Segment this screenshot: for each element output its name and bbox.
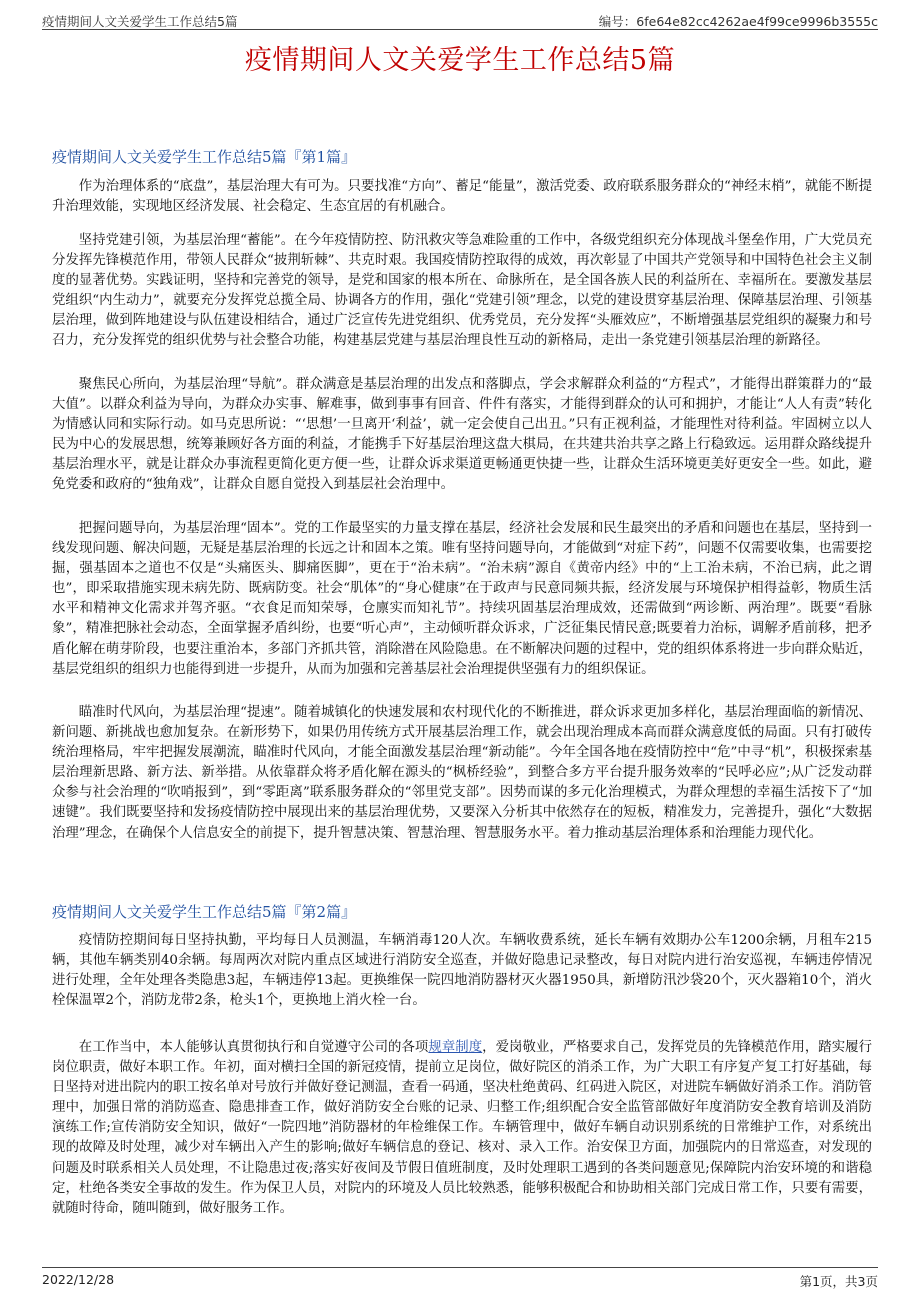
- paragraph-text: 在工作当中，本人能够认真贯彻执行和自觉遵守公司的各项: [78, 1040, 429, 1055]
- header-doc-number: 编号：6fe64e82cc4262ae4f99ce9996b3555c: [598, 14, 878, 29]
- section1-paragraph-5: 瞄准时代风向，为基层治理“提速”。随着城镇化的快速发展和农村现代化的不断推进，群众诉求更加多样化，基层治理面临的新情况、新问题、新挑战也愈加复杂。在新形势下，如果仍用传统方式开展基层治理工作，就会出现治理成本高而群众满意度低的局面。只有打破传统治理格局，牢牢把握发展潮流，瞄准时代风向，才能全面激发基层治理“新动能”。今年全国各地在疫情防控中“危”中寻“机”，积极探索基层治理新思路、新方法、新举措。从依靠群众将矛盾化解在源头的“枫桥经验”，到整合多方平台提升服务效率的“民呼必应”;从广泛发动群众参与社会治理的“吹哨报到”，到“零距离”联系服务群众的“邻里党支部”。因势而谋的多元化治理模式，为群众理想的幸福生活按下了“加速键”。我们既要坚持和发扬疫情防控中展现出来的基层治理优势，又要深入分析其中依然存在的短板，精准发力，完善提升，强化“大数据治理”理念，在确保个人信息安全的前提下，提升智慧决策、智慧治理、智慧服务水平。着力推动基层治理体系和治理能力现代化。: [52, 705, 872, 841]
- rules-link[interactable]: 规章制度: [428, 1040, 483, 1055]
- section2-paragraph-2: [52, 1038, 872, 1219]
- header-doc-name: 疫情期间人文关爱学生工作总结5篇: [42, 14, 238, 29]
- document-title: 疫情期间人文关爱学生工作总结5篇: [244, 45, 676, 76]
- section-heading-2: 疫情期间人文关爱学生工作总结5篇『第2篇』: [52, 903, 357, 921]
- footer-date: 2022/12/28: [42, 1272, 115, 1287]
- section-heading-1: 疫情期间人文关爱学生工作总结5篇『第1篇』: [52, 148, 357, 166]
- page-header: [42, 9, 878, 30]
- section1-paragraph-3: 聚焦民心所向，为基层治理“导航”。群众满意是基层治理的出发点和落脚点，学会求解群众利益的“方程式”，才能得出群策群力的“最大值”。以群众利益为导向，为群众办实事、解难事，做到事事有回音、件件有落实，才能得到群众的认可和拥护，才能让“人人有责”转化为情感认同和实际行动。如马克思所说：“‘思想’一旦离开‘利益’，就一定会使自己出丑。”只有正视利益，才能理性对待利益。牢固树立以人民为中心的发展思想，统筹兼顾好各方面的利益，才能携手下好基层治理这盘大棋局，在共建共治共享之路上行稳致远。运用群众路线提升基层治理水平，就是让群众办事流程更简化更方便一些，让群众诉求渠道更畅通更快捷一些，让群众生活环境更美好更安全一些。如此，避免党委和政府的“独角戏”，让群众自愿自觉投入到基层社会治理中。: [52, 377, 872, 493]
- section2-paragraph-1: 疫情防控期间每日坚持执勤，平均每日人员测温，车辆消毒120人次。车辆收费系统，延长车辆有效期办公车1200余辆，月租车215辆，其他车辆类别40余辆。每周两次对院内重点区域进行消防安全巡查，并做好隐患记录整改，每日对院内进行治安巡视，车辆违停情况进行处理，全年处理各类隐患3起，车辆违停13起。更换维保一院四地消防器材灭火器1950具，新增防汛沙袋20个，灭火器箱10个，消火栓保温罩2个，消防龙带2条，枪头1个，更换地上消火栓一台。: [52, 933, 872, 1009]
- page-number: 第1页，共3页: [799, 1274, 878, 1289]
- paragraph-text: ，爱岗敬业，严格要求自己，发挥党员的先锋模范作用，踏实履行岗位职责，做好本职工作。年初，面对横扫全国的新冠疫情，提前立足岗位，做好院区的消杀工作，为广大职工有序复产复工打好基础，每日坚持对进出院内的职工按名单对号放行并做好登记测温，查看一码通，坚决杜绝黄码、红码进入院区，对进院车辆做好消杀工作。消防管理中，加强日常的消防巡查、隐患排查工作，做好消防安全台账的记录、归整工作;组织配合安全监管部做好年度消防安全教育培训及消防演练工作;宣传消防安全知识，做好“一院四地”消防器材的年检维保工作。车辆管理中，做好车辆自动识别系统的日常维护工作，对系统出现的故障及时处理，减少对车辆出入产生的影响;做好车辆信息的登记、核对、录入工作。治安保卫方面，加强院内的日常巡查，对发现的问题及时联系相关人员处理，不让隐患过夜;落实好夜间及节假日值班制度，及时处理职工遇到的各类问题意见;保障院内治安环境的和谐稳定，杜绝各类安全事故的发生。作为保卫人员，对院内的环境及人员比较熟悉，能够积极配合和协助相关部门完成日常工作，只要有需要，就随时待命，随叫随到，做好服务工作。: [52, 1040, 873, 1216]
- section1-paragraph-1: 作为治理体系的“底盘”，基层治理大有可为。只要找准“方向”、蓄足“能量”，激活党委、政府联系服务群众的“神经末梢”，就能不断提升治理效能，实现地区经济发展、社会稳定、生态宜居的有机融合。: [52, 179, 872, 215]
- section1-paragraph-4: 把握问题导向，为基层治理“固本”。党的工作最坚实的力量支撑在基层，经济社会发展和民生最突出的矛盾和问题也在基层，坚持到一线发现问题、解决问题，无疑是基层治理的长远之计和固本之策。唯有坚持问题导向，才能做到“对症下药”，问题不仅需要收集，也需要挖掘，强基固本之道也不仅是“头痛医头、脚痛医脚”，更在于“治未病”。“治未病”源自《黄帝内经》中的“上工治未病，不治已病，此之谓也”，即采取措施实现未病先防、既病防变。社会“肌体”的“身心健康”在于政声与民意同频共振，经济发展与环境保护相得益彰，物质生活水平和精神文化需求并驾齐驱。“衣食足而知荣辱，仓廪实而知礼节”。持续巩固基层治理成效，还需做到“两诊断、两治理”。既要“看脉象”，精准把脉社会动态，全面掌握矛盾纠纷，也要“听心声”，主动倾听群众诉求，广泛征集民情民意;既要着力治标，调解矛盾前移，把矛盾化解在萌芽阶段，也要注重治本，多部门齐抓共管，消除潜在风险隐患。在不断解决问题的过程中，党的组织体系将进一步向群众贴近，基层党组织的组织力也能得到进一步提升，从而为加强和完善基层社会治理提供坚强有力的组织保证。: [52, 521, 872, 677]
- page-footer: [42, 1267, 878, 1290]
- section1-paragraph-2: 坚持党建引领，为基层治理“蓄能”。在今年疫情防控、防汛救灾等急难险重的工作中，各级党组织充分体现战斗堡垒作用，广大党员充分发挥先锋模范作用，带领人民群众“披荆斩棘”、共克时艰。我国疫情防控取得的成效，再次彰显了中国共产党领导和中国特色社会主义制度的显著优势。实践证明，坚持和完善党的领导，是党和国家的根本所在、命脉所在，是全国各族人民的利益所在、幸福所在。要激发基层党组织“内生动力”，就要充分发挥党总揽全局、协调各方的作用，强化“党建引领”理念，以党的建设贯穿基层治理、保障基层治理、引领基层治理，做到阵地建设与队伍建设相结合，通过广泛宣传先进党组织、优秀党员，充分发挥“头雁效应”，不断增强基层党组织的凝聚力和号召力，充分发挥党的组织优势与社会整合功能，构建基层党建与基层治理良性互动的新格局，走出一条党建引领基层治理的新路径。: [52, 233, 872, 349]
